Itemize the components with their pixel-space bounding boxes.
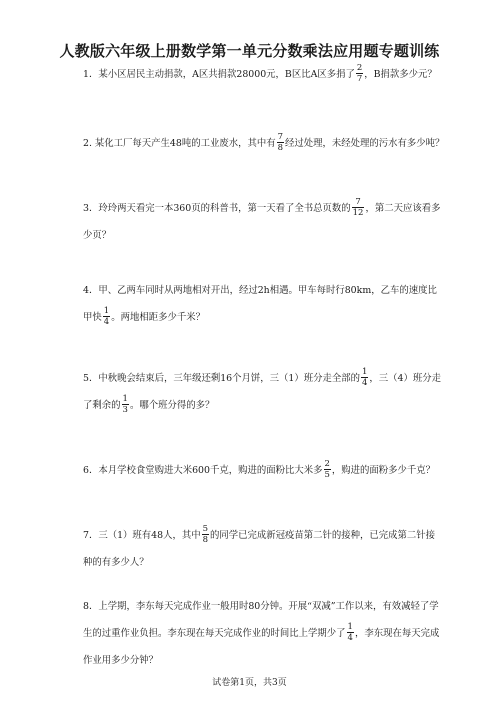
fraction: $\frac{1}{4}$ <box>362 367 368 388</box>
page-footer: 试卷第1页，共3页 <box>212 678 287 688</box>
question-text: ，李东现在每天完成 <box>354 628 440 639</box>
question-text: 1．某小区居民主动捐款，A区共捐款28000元，B区比A区多捐了 <box>83 69 355 80</box>
question-text: 少页？ <box>83 230 112 241</box>
question-text: 甲快 <box>83 312 102 323</box>
question-7 <box>83 522 436 576</box>
question-text: 5．中秋晚会结束后，三年级还剩16个月饼，三（1）班分走全部的 <box>83 373 360 384</box>
question-8 <box>83 593 440 674</box>
fraction: $\frac{2}{7}$ <box>356 63 363 84</box>
question-text: 作业用多少分钟？ <box>83 655 159 666</box>
question-text: 种的有多少人？ <box>83 557 149 568</box>
question-text: 。两地相距多少千米？ <box>111 312 205 323</box>
question-text: 3．玲玲两天看完一本360页的科普书，第一天看了全书总页数的 <box>83 203 351 214</box>
question-5 <box>83 365 442 419</box>
question-4 <box>83 277 437 331</box>
question-1 <box>83 61 437 88</box>
question-text: 生的过重作业负担。李东现在每天完成作业的时间比上学期少了 <box>83 628 346 639</box>
fraction: $\frac{7}{8}$ <box>277 132 284 153</box>
question-text: ，B捐款多少元？ <box>364 69 437 80</box>
fraction: $\frac{1}{4}$ <box>103 306 110 327</box>
question-text: 经过处理，未经处理的污水有多少吨？ <box>285 138 445 149</box>
question-text: 7．三（1）班有48人，其中 <box>83 530 201 541</box>
question-text: 2. 某化工厂每天产生48吨的工业废水，其中有 <box>83 138 276 149</box>
question-text: ，购进的面粉多少千克？ <box>331 465 436 476</box>
fraction: $\frac{1}{4}$ <box>347 622 353 643</box>
question-3 <box>83 195 441 249</box>
question-text: 。哪个班分得的多？ <box>129 400 215 411</box>
fraction: $\frac{2}{5}$ <box>324 459 330 480</box>
fraction: $\frac{5}{8}$ <box>202 524 209 545</box>
question-text: 了剩余的 <box>83 400 121 411</box>
question-2 <box>83 130 445 157</box>
fraction: $\frac{7}{12}$ <box>352 197 364 218</box>
question-text: 的同学已完成新冠疫苗第二针的接种，已完成第二针接 <box>210 530 436 541</box>
question-text: 6．本月学校食堂购进大米600千克，购进的面粉比大米多 <box>83 465 323 476</box>
question-text: 8．上学期，李东每天完成作业一般用时80分钟。开展“双减”工作以来，有效减轻了学 <box>83 601 439 612</box>
fraction: $\frac{1}{3}$ <box>122 394 128 415</box>
question-text: 4．甲、乙两车同时从两地相对开出，经过2h相遇。甲车每时行80km，乙车的速度比 <box>83 285 437 296</box>
question-text: ，第二天应该看多 <box>365 203 441 214</box>
page-title: 人教版六年级上册数学第一单元分数乘法应用题专题训练 <box>59 42 440 60</box>
question-text: ，三（4）班分走 <box>369 373 442 384</box>
question-6 <box>83 457 436 484</box>
